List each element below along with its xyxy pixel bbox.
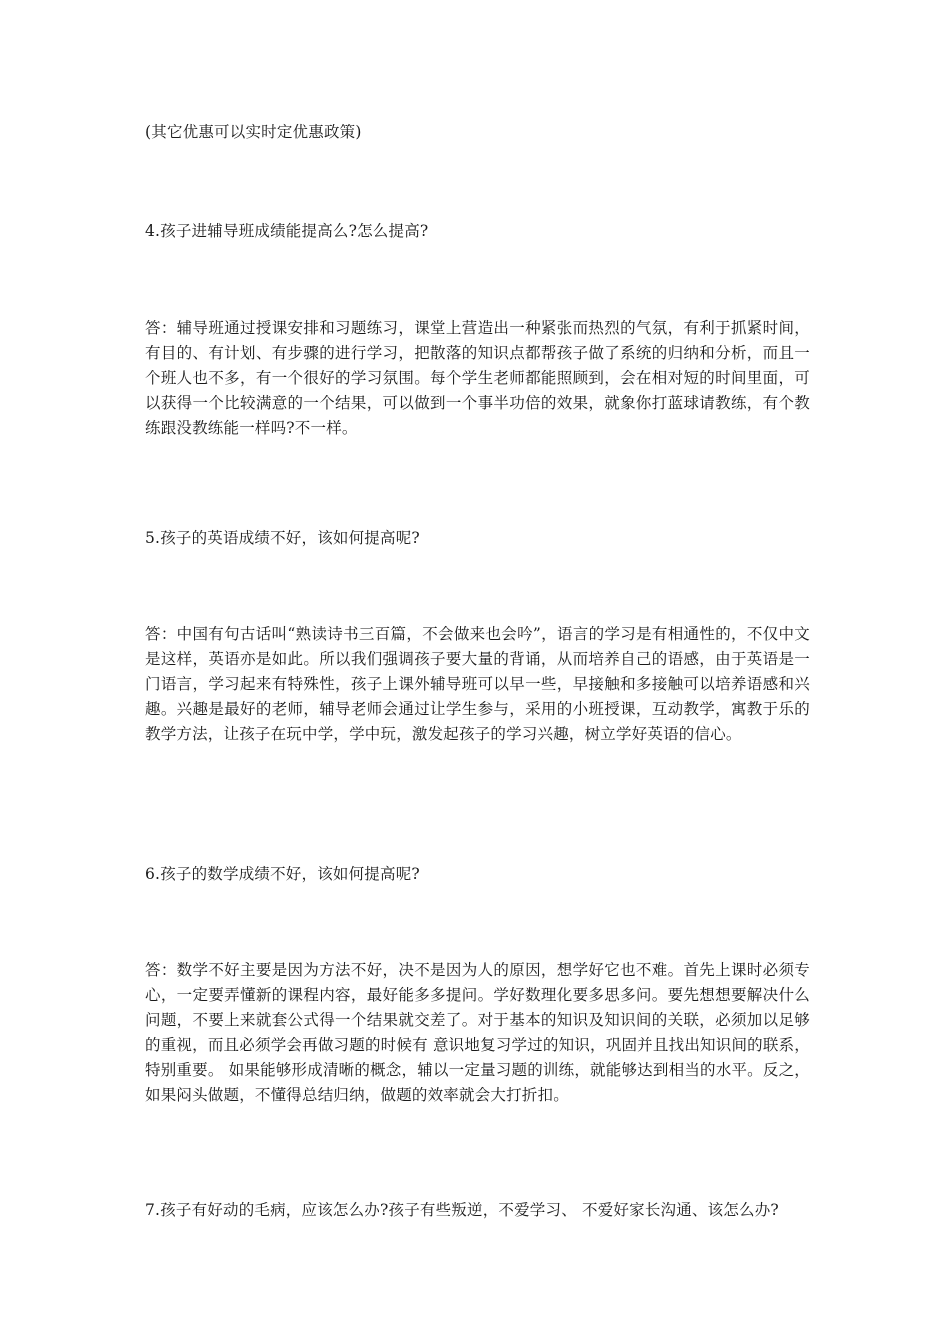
answer-5: 答：中国有句古话叫“熟读诗书三百篇，不会做来也会吟”，语言的学习是有相通性的，不仅中文是这样，英语亦是如此。所以我们强调孩子要大量的背诵，从而培养自己的语感，由于英语是一门语言，学习起来有特殊性，孩子上课外辅导班可以早一些，早接触和多接触可以培养语感和兴趣。兴趣是最好的老师，辅导老师会通过让学生参与，采用的小班授课，互动教学，寓教于乐的教学方法，让孩子在玩中学，学中玩，激发起孩子的学习兴趣，树立学好英语的信心。 <box>145 625 810 743</box>
question-4: 4.孩子进辅导班成绩能提高么?怎么提高? <box>145 222 429 240</box>
question-5: 5.孩子的英语成绩不好，该如何提高呢? <box>145 529 420 547</box>
question-7: 7.孩子有好动的毛病，应该怎么办?孩子有些叛逆，不爱学习、 不爱好家长沟通、该怎么办? <box>145 1201 779 1219</box>
answer-6: 答：数学不好主要是因为方法不好，决不是因为人的原因，想学好它也不难。首先上课时必须专心，一定要弄懂新的课程内容，最好能多多提问。学好数理化要多思多问。要先想想要解决什么问题，不要上来就套公式得一个结果就交差了。对于基本的知识及知识间的关联，必须加以足够的重视，而且必须学会再做习题的时候有 意识地复习学过的知识，巩固并且找出知识间的联系，特别重要。 如果能够形成清晰的概念，辅以一定量习题的训练，就能够达到相当的水平。反之，如果闷头做题，不懂得总结归纳，做题的效率就会大打折扣。 <box>145 961 810 1104</box>
question-6: 6.孩子的数学成绩不好，该如何提高呢? <box>145 865 420 883</box>
answer-4: 答：辅导班通过授课安排和习题练习，课堂上营造出一种紧张而热烈的气氛，有利于抓紧时间，有目的、有计划、有步骤的进行学习，把散落的知识点都帮孩子做了系统的归纳和分析，而且一个班人也不多，有一个很好的学习氛围。每个学生老师都能照顾到，会在相对短的时间里面，可以获得一个比较满意的一个结果，可以做到一个事半功倍的效果，就象你打蓝球请教练，有个教练跟没教练能一样吗?不一样。 <box>145 319 810 437</box>
promo-note: (其它优惠可以实时定优惠政策) <box>145 123 362 141</box>
